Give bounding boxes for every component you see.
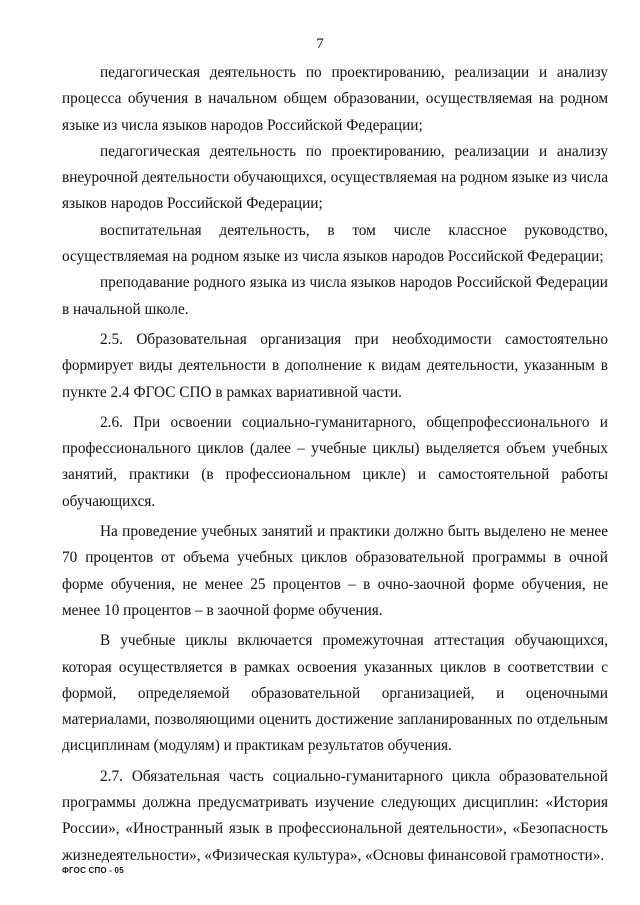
paragraph: педагогическая деятельность по проектированию, реализации и анализу внеурочной деятельности обучающихся, осуществляемая на родном языке из числа языков народов Российской Федерации; <box>62 142 608 213</box>
paragraph: преподавание родного языка из числа языков народов Российской Федерации в начальной школе. <box>62 274 608 318</box>
paragraph: педагогическая деятельность по проектированию, реализации и анализу процесса обучения в начальном общем образовании, осуществляемая на родном языке из числа языков народов Российской Федерации; <box>62 64 608 134</box>
paragraph: воспитательная деятельность, в том числе классное руководство, осуществляемая на родном языке из числа языков народов Российской Федерации; <box>62 221 608 266</box>
paragraph: На проведение учебных занятий и практики должно быть выделено не менее 70 процентов от объема учебных циклов образовательной программы в очной форме обучения, не менее 25 процентов – в очно-заочной форме обучения, не менее 10 процентов – в заочной форме обучения. <box>62 523 608 619</box>
page-number: 7 <box>316 36 324 52</box>
document-body <box>62 60 608 869</box>
footer-label: ФГОС СПО - 05 <box>62 866 124 875</box>
paragraph-section-2-7: 2.7. Обязательная часть социально-гуманитарного цикла образовательной программы должна предусматривать изучение следующих дисциплин: «История России», «Иностранный язык в профессиональной деятельности», «Безопасность жизнедеятельности», «Физическая культура», «Основы финансовой грамотности». <box>62 767 608 864</box>
paragraph-section-2-5: 2.5. Образовательная организация при необходимости самостоятельно формирует виды деятельности в дополнение к видам деятельности, указанным в пункте 2.4 ФГОС СПО в рамках вариативной части. <box>62 330 608 401</box>
paragraph: В учебные циклы включается промежуточная аттестация обучающихся, которая осуществляется в рамках освоения указанных циклов в соответствии с формой, определяемой образовательной организацией, и оценочными материалами, позволяющими оценить достижение запланированных по отдельным дисциплинам (модулям) и практикам результатов обучения. <box>62 632 608 755</box>
paragraph-section-2-6: 2.6. При освоении социально-гуманитарного, общепрофессионального и профессионального циклов (далее – учебные циклы) выделяется объем учебных занятий, практики (в профессиональном цикле) и самостоятельной работы обучающихся. <box>62 413 608 510</box>
